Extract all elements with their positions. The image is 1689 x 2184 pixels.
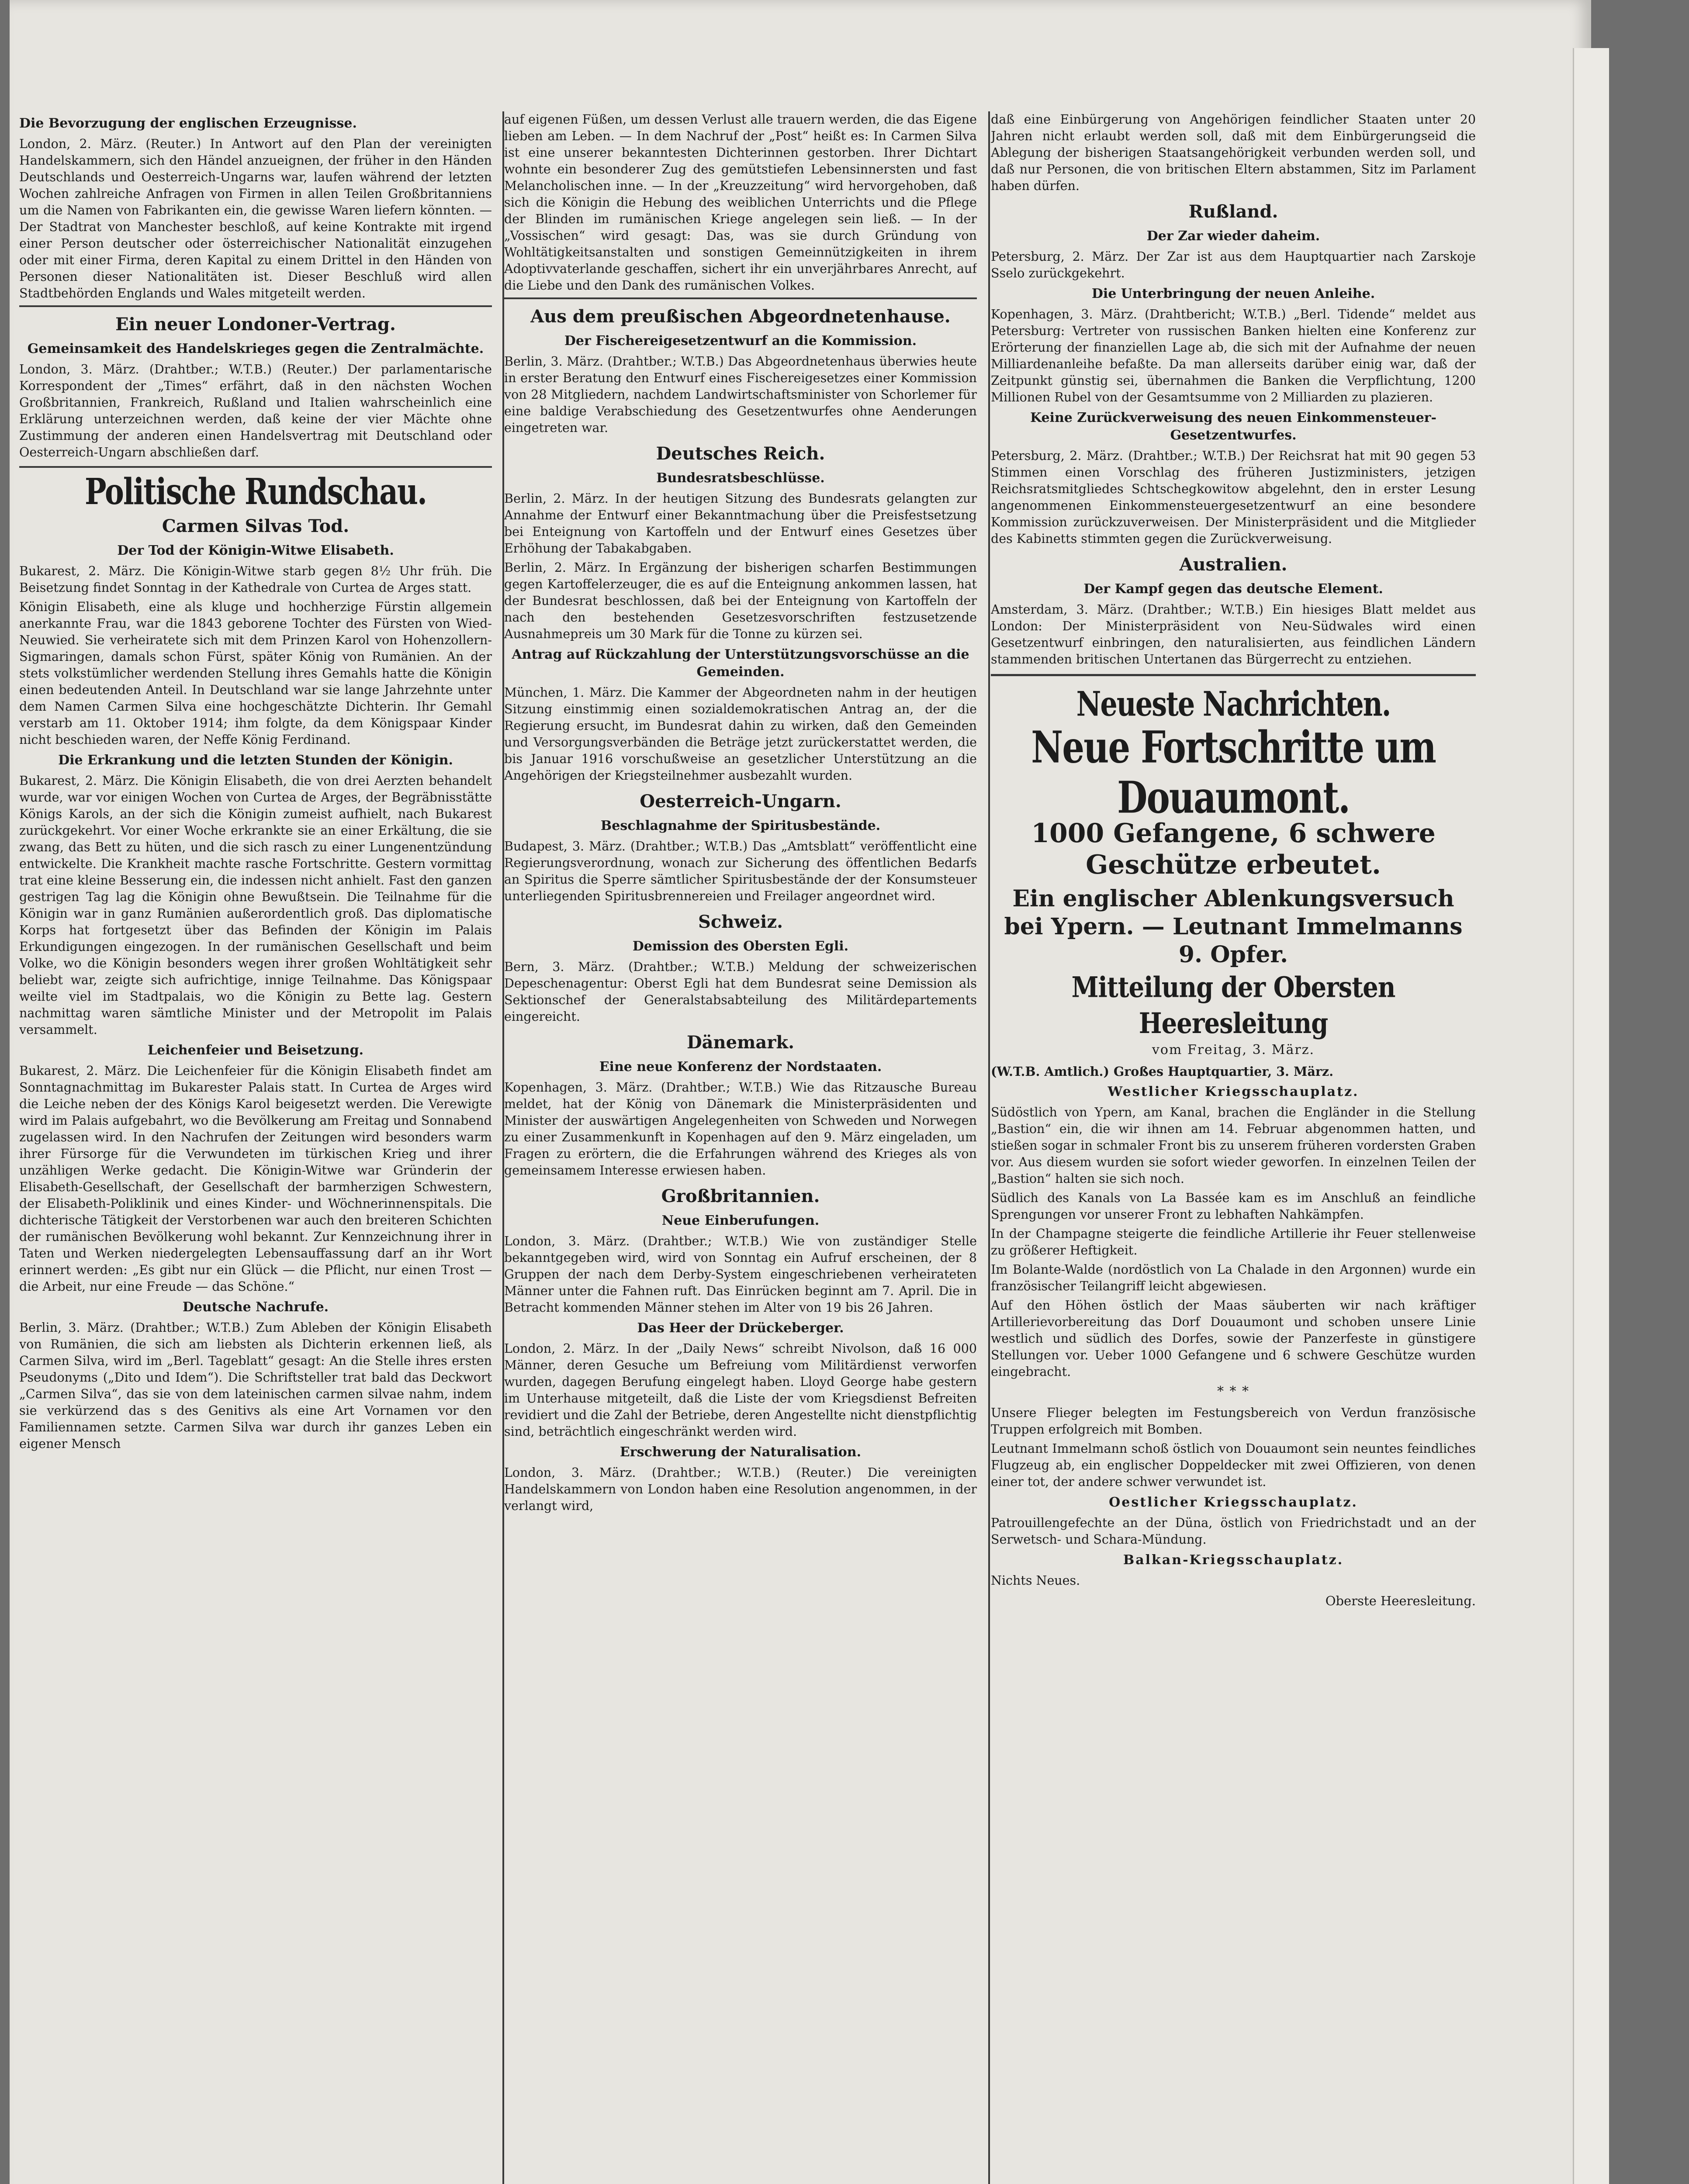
article-paragraph: Bukarest, 2. März. Die Königin-Witwe starb gegen 8½ Uhr früh. Die Beisetzung findet Sonntag in der Kathedrale von Curtea de Arges statt. bbox=[19, 564, 492, 595]
subheadline: Antrag auf Rückzahlung der Unterstützungsvorschüsse an die Gemeinden. bbox=[512, 647, 969, 680]
subheadline: Balkan-Kriegsschauplatz. bbox=[1123, 1552, 1344, 1568]
subheadline: Der Kampf gegen das deutsche Element. bbox=[1083, 581, 1383, 597]
article-paragraph: Berlin, 3. März. (Drahtber.; W.T.B.) Das Abgeordnetenhaus überwies heute in erster Beratung den Entwurf eines Fischereigesetzes einer Kommission von 28 Mitgliedern, nachdem Landwirtschaftsminister von Schorlemer für eine baldige Verabschiedung des Gesetzentwurfes ohne Aenderungen eingetreten war. bbox=[504, 354, 977, 435]
section-rule bbox=[991, 674, 1476, 676]
column-3 bbox=[991, 111, 1476, 2184]
subheadline: Deutsche Nachrufe. bbox=[182, 1299, 329, 1315]
subheadline: Die Erkrankung und die letzten Stunden der Königin. bbox=[58, 753, 453, 768]
article-paragraph: Petersburg, 2. März. (Drahtber.; W.T.B.) Der Reichsrat hat mit 90 gegen 53 Stimmen einen Vorschlag des früheren Justizministers, jetzigen Reichsratsmitgliedes Schtschegkowitow abgelehnt, den in erster Lesung angenommenen Einkommensteuergesetzentwurf an eine besondere Kommission zurückzuverweisen. Der Ministerpräsident und die Mitglieder des Kabinetts stimmten gegen die Zurückverweisung. bbox=[991, 449, 1476, 546]
article-paragraph: Amsterdam, 3. März. (Drahtber.; W.T.B.) Ein hiesiges Blatt meldet aus London: Der Ministerpräsident von Neu-Südwales wird einen Gesetzentwurf einbringen, den naturalisierten, aus feindlichen Ländern stammenden britischen Untertanen das Bürgerrecht zu entziehen. bbox=[991, 602, 1476, 667]
article-paragraph: Bukarest, 2. März. Die Leichenfeier für die Königin Elisabeth findet am Sonntagnachmittag im Bukarester Palais statt. In Curtea de Arges wird die Leiche neben der des Königs Karol beigesetzt werden. Die Verewigte wird im Palais aufgebahrt, wo die Bevölkerung am Freitag und Sonnabend zugelassen wird. In den Nachrufen der Zeitungen wird besonders warm ihrer Fürsorge für die Verwundeten im türkischen Krieg und ihrer unzähligen Werke gedacht. Die Königin-Witwe war Gründerin der Elisabeth-Gesellschaft, der Gesellschaft der barmherzigen Schwestern, der Elisabeth-Poliklinik und eines Kinder- und Wöchnerinnenspitals. Die dichterische Tätigkeit der Verstorbenen war auch den breiteren Schichten der rumänischen Bevölkerung wohl bekannt. Zur Kennzeichnung ihrer in Taten und Werken niedergelegten Lebensauffassung darf an ihr Wort erinnert werden: „Es gibt nur ein Glück — die Pflicht, nur einen Trost — die Arbeit, nur eine Freude — das Schöne.“ bbox=[19, 1064, 492, 1294]
article-paragraph: Patrouillengefechte an der Düna, östlich von Friedrichstadt und an der Serwetsch- und Schara-Mündung. bbox=[991, 1516, 1476, 1547]
article-paragraph: Nichts Neues. bbox=[991, 1573, 1080, 1588]
article-paragraph: Im Bolante-Walde (nordöstlich von La Chalade in den Argonnen) wurde ein französischer Teilangriff leicht abgewiesen. bbox=[991, 1262, 1476, 1293]
headline: Großbritannien. bbox=[661, 1186, 820, 1206]
headline: Australien. bbox=[1179, 554, 1288, 575]
page-edge bbox=[1573, 48, 1609, 2184]
article-paragraph: Leutnant Immelmann schoß östlich von Douaumont sein neuntes feindliches Flugzeug ab, ein englischer Doppeldecker mit zwei Offizieren, von denen einer tot, der andere schwer verwundet ist. bbox=[991, 1441, 1476, 1489]
headline: Dänemark. bbox=[686, 1032, 795, 1053]
column-2 bbox=[504, 111, 977, 2184]
article-paragraph: Berlin, 3. März. (Drahtber.; W.T.B.) Zum Ableben der Königin Elisabeth von Rumänien, die sich am liebsten als Dichterin erkennen ließ, als Carmen Silva, wird im „Berl. Tageblatt“ gesagt: An die Stelle ihres ersten Pseudonyms („Dito und Idem“). Die Schriftsteller trat bald das Deckwort „Carmen Silva“, das sie von dem lateinischen carmen silvae nahm, indem sie verkürzend das s des Genitivs als eine Art Vornamen vor den Familiennamen setzte. Carmen Silva war durch ihr ganzes Leben ein eigener Mensch bbox=[19, 1320, 492, 1451]
article-paragraph: Auf den Höhen östlich der Maas säuberten wir nach kräftiger Artillerievorbereitung das Dorf Douaumont und schoben unsere Linie westlich und südlich des Dorfes, sowie der Panzerfeste in günstigere Stellungen vor. Ueber 1000 Gefangene und 6 schwere Geschütze wurden eingebracht. bbox=[991, 1298, 1476, 1379]
article-paragraph: (W.T.B. Amtlich.) Großes Hauptquartier, 3. März. bbox=[991, 1064, 1334, 1079]
section-rule bbox=[504, 297, 977, 299]
headline: Oesterreich-Ungarn. bbox=[640, 791, 841, 812]
article-paragraph: Kopenhagen, 3. März. (Drahtber.; W.T.B.) Wie das Ritzausche Bureau meldet, hat der König von Dänemark die Ministerpräsidenten und Minister der auswärtigen Angelegenheiten von Schweden und Norwegen zu einer Zusammenkunft in Kopenhagen auf den 9. März eingeladen, um Fragen zu erörtern, die die Erfahrungen während des Krieges als von gemeinsamem Interesse erwiesen haben. bbox=[504, 1080, 977, 1178]
headline: Carmen Silvas Tod. bbox=[162, 516, 350, 536]
subheadline: Eine neue Konferenz der Nordstaaten. bbox=[599, 1059, 882, 1075]
headline: Schweiz. bbox=[698, 912, 783, 932]
headline: Deutsches Reich. bbox=[656, 443, 825, 464]
subheadline: Westlicher Kriegsschauplatz. bbox=[1108, 1084, 1359, 1099]
article-paragraph: Budapest, 3. März. (Drahtber.; W.T.B.) Das „Amtsblatt“ veröffentlicht eine Regierungsverordnung, wonach zur Sicherung des öffentlichen Bedarfs an Spiritus die Sperre sämtlicher Spiritusbestände der der Konsumsteuer unterliegenden Spiritusbrennereien und Freilager angeordnet wird. bbox=[504, 839, 977, 903]
article-paragraph: Berlin, 2. März. In der heutigen Sitzung des Bundesrats gelangten zur Annahme der Entwurf einer Bekanntmachung über die Preisfestsetzung bei Enteignung von Kartoffeln und der Entwurf eines Gesetzes über Erhöhung der Tabakabgaben. bbox=[504, 491, 977, 556]
section-title: Neueste Nachrichten. bbox=[1076, 684, 1391, 724]
separator-stars: * * * bbox=[1217, 1384, 1250, 1399]
article-paragraph: Berlin, 2. März. In Ergänzung der bisherigen scharfen Bestimmungen gegen Kartoffelerzeuger, die es auf die Enteignung ankommen lassen, hat der Bundesrat beschlossen, daß bei der Enteignung von Kartoffeln der nach den bestehenden Gesetzesvorschriften festzusetzende Ausnahmepreis um 30 Mark für die Tonne zu kürzen sei. bbox=[504, 560, 977, 641]
subheadline: Neue Einberufungen. bbox=[661, 1213, 820, 1228]
subheadline: Die Unterbringung der neuen Anleihe. bbox=[1091, 286, 1375, 301]
column-rule-2 bbox=[988, 111, 990, 2184]
article-paragraph: Kopenhagen, 3. März. (Drahtbericht; W.T.B.) „Berl. Tidende“ meldet aus Petersburg: Vertreter von russischen Banken hielten eine Konferenz zur Erörterung der finanziellen Lage ab, die sich mit der Aufnahme der neuen Milliardenanleihe befaßte. Da man allerseits darüber einig war, daß der Zeitpunkt günstig sei, übernahmen die Banken die Verpflichtung, 1200 Millionen Rubel von der Gesamtsumme von 2 Milliarden zu plazieren. bbox=[991, 307, 1476, 404]
subheadline: Demission des Obersten Egli. bbox=[632, 939, 849, 954]
subheadline: Keine Zurückverweisung des neuen Einkommensteuer-Gesetzentwurfes. bbox=[1030, 410, 1436, 443]
subheadline: Leichenfeier und Beisetzung. bbox=[147, 1043, 364, 1058]
article-paragraph: Petersburg, 2. März. Der Zar ist aus dem Hauptquartier nach Zarskoje Sselo zurückgekehrt. bbox=[991, 249, 1476, 280]
subheadline: Der Tod der Königin-Witwe Elisabeth. bbox=[117, 543, 394, 558]
article-paragraph: Bukarest, 2. März. Die Königin Elisabeth, die von drei Aerzten behandelt wurde, war vor einigen Wochen von Curtea de Arges, der Begräbnisstätte Königs Karols, an der sich die Königin zumeist aufhielt, nach Bukarest zurückgekehrt. Vor einer Woche erkrankte sie an einer Erkältung, die sie zwang, das Bett zu hüten, und die sich rasch zu einer Lungenentzündung entwickelte. Die Krankheit machte rasche Fortschritte. Gestern vormittag trat eine kleine Besserung ein, die indessen nicht anhielt. Fast den ganzen gestrigen Tag lag die Königin ohne Bewußtsein. Die Teilnahme für die Königin war in ganz Rumänien außerordentlich groß. Das diplomatische Korps hat fortgesetzt über das Befinden der Königin im Palais Erkundigungen eingezogen. In der rumänischen Gesellschaft und beim Volke, wo die Königin besonders wegen ihrer großen Wohltätigkeit sehr beliebt war, zeigte sich aufrichtige, innige Teilnahme. Das Königspaar weilte viel im Stadtpalais, wo die Königin zu Bette lag. Gestern nachmittag waren sämtliche Minister und der Metropolit im Palais versammelt. bbox=[19, 774, 492, 1037]
article-paragraph: Südöstlich von Ypern, am Kanal, brachen die Engländer in die Stellung „Bastion“ ein, die wir ihnen am 14. Februar abgenommen hatten, und stießen sogar in schmaler Front bis zu unserem früheren vordersten Graben vor. Aus diesem wurden sie sofort wieder geworfen. In einzelnen Teilen der „Bastion“ halten sie sich noch. bbox=[991, 1105, 1476, 1186]
section-title: Politische Rundschau. bbox=[85, 470, 426, 513]
headline: Aus dem preußischen Abgeordnetenhause. bbox=[530, 306, 951, 327]
dateline: vom Freitag, 3. März. bbox=[1152, 1042, 1315, 1057]
article-paragraph: München, 1. März. Die Kammer der Abgeordneten nahm in der heutigen Sitzung einstimmig einen sozialdemokratischen Antrag an, der die Regierung ersucht, im Bundesrat dahin zu wirken, daß den Gemeinden und Versorgungsverbänden die Beträge jetzt zurückerstattet werden, die bis Januar 1916 vorschußweise an gesetzlicher Unterstützung an die Angehörigen der Kriegsteilnehmer ausbezahlt wurden. bbox=[504, 685, 977, 783]
article-paragraph: Bern, 3. März. (Drahtber.; W.T.B.) Meldung der schweizerischen Depeschenagentur: Oberst Egli hat dem Bundesrat seine Demission als Sektionschef der Generalstabsabteilung des Militärdepartements eingereicht. bbox=[504, 960, 977, 1024]
article-paragraph: London, 3. März. (Drahtber.; W.T.B.) (Reuter.) Der parlamentarische Korrespondent der „Times“ erfährt, daß in den nächsten Wochen Großbritannien, Frankreich, Rußland und Italien wahrscheinlich eine Erklärung unterzeichnen werden, daß keine der vier Mächte ohne Zustimmung der anderen einen Handelsvertrag mit Deutschland oder Oesterreich-Ungarn abschließen darf. bbox=[19, 362, 492, 460]
section-rule bbox=[19, 305, 492, 307]
headline: 1000 Gefangene, 6 schwere Geschütze erbeutet. bbox=[1031, 818, 1436, 880]
subheadline: Oestlicher Kriegsschauplatz. bbox=[1109, 1495, 1358, 1510]
signature: Oberste Heeresleitung. bbox=[1325, 1593, 1476, 1608]
article-paragraph: Südlich des Kanals von La Bassée kam es im Anschluß an feindliche Sprengungen vor unserer Front zu lebhaften Nahkämpfen. bbox=[991, 1191, 1476, 1222]
subheadline: Das Heer der Drückeberger. bbox=[637, 1320, 844, 1336]
subheadline: Der Fischereigesetzentwurf an die Kommission. bbox=[564, 333, 917, 349]
subheadline: Bundesratsbeschlüsse. bbox=[656, 470, 825, 486]
article-paragraph: auf eigenen Füßen, um dessen Verlust alle trauern werden, die das Eigene lieben am Leben. — In dem Nachruf der „Post“ heißt es: In Carmen Silva ist eine unserer bekanntesten Dichterinnen gestorben. Ihrer Dichtart wohnte ein besonderer Zug des gemütstiefen Lebensinnersten und fast Melancholischen inne. — In der „Kreuzzeitung“ wird hervorgehoben, daß sich die Königin die Hebung des weiblichen Unterrichts und die Pflege der Blinden im rumänischen Kriege angelegen sein ließ. — In der „Vossischen“ wird gesagt: Das, was sie durch Gründung von Wohltätigkeitsanstalten und sonstigen Gemeinnützigkeiten in ihrem Adoptivvaterlande geschaffen, sichert ihr ein unverjährbares Anrecht, auf die Liebe und den Dank des rumänischen Volkes. bbox=[504, 112, 977, 293]
subheadline: Gemeinsamkeit des Handelskrieges gegen die Zentralmächte. bbox=[27, 341, 484, 356]
article-paragraph: Unsere Flieger belegten im Festungsbereich von Verdun französische Truppen erfolgreich mit Bomben. bbox=[991, 1406, 1476, 1437]
article-paragraph: London, 2. März. In der „Daily News“ schreibt Nivolson, daß 16 000 Männer, deren Gesuche um Befreiung vom Militärdienst verworfen wurden, dagegen Berufung eingelegt haben. Lloyd George habe gestern im Unterhause mitgeteilt, daß die Liste der vom Kriegsdienst Befreiten revidiert und die Zahl der Betriebe, deren Angestellte nicht dienstpflichtig sind, beträchtlich eingeschränkt werden wird. bbox=[504, 1341, 977, 1439]
article-paragraph: London, 2. März. (Reuter.) In Antwort auf den Plan der vereinigten Handelskammern, sich den Händel anzueignen, der früher in den Händen Deutschlands und Oesterreich-Ungarns war, laufen während der letzten Wochen zahlreiche Anfragen von Firmen in allen Teilen Großbritanniens um die Namen von Fabrikanten ein, die gewisse Waren liefern könnten. — Der Stadtrat von Manchester beschloß, auf keine Kontrakte mit irgend einer Person deutscher oder österreichischer Nationalität einzugehen oder mit einer Firma, deren Kapital zu einem Drittel in den Händen von Personen dieser Nationalitäten ist. Dieser Beschluß wird allen Stadtbehörden Englands und Wales mitgeteilt werden. bbox=[19, 137, 492, 301]
article-paragraph: daß eine Einbürgerung von Angehörigen feindlicher Staaten unter 20 Jahren nicht erlaubt werden soll, daß mit dem Einbürgerungseid die Ablegung der bisherigen Staatsangehörigkeit verbunden werden soll, und daß nur Personen, die von britischen Eltern abstammen, Sitz im Parlament haben dürfen. bbox=[991, 112, 1476, 193]
headline: Mitteilung der Obersten Heeresleitung bbox=[1071, 971, 1395, 1040]
headline: Ein englischer Ablenkungsversuch bei Ypern. — Leutnant Immelmanns 9. Opfer. bbox=[1004, 885, 1463, 968]
headline: Rußland. bbox=[1188, 201, 1278, 222]
subheadline: Beschlagnahme der Spiritusbestände. bbox=[600, 818, 881, 833]
column-1 bbox=[19, 111, 492, 2184]
section-rule bbox=[19, 466, 492, 468]
subheadline: Der Zar wieder daheim. bbox=[1146, 228, 1320, 244]
article-paragraph: Königin Elisabeth, eine als kluge und hochherzige Fürstin allgemein anerkannte Frau, war die 1843 geborene Tochter des Fürsten von Wied-Neuwied. Sie verheiratete sich mit dem Prinzen Karol von Hohenzollern-Sigmaringen, damals schon Fürst, später König von Rumänien. An der stets volkstümlicher werdenden Stellung ihres Gemahls hatte die Königin einen bedeutenden Anteil. In Deutschland war sie lange Jahrzehnte unter dem Namen Carmen Silva eine hochgeschätzte Dichterin. Ihr Gemahl verstarb am 11. Oktober 1914; ihm folgte, da dem Königspaar Kinder nicht beschieden waren, der Neffe König Ferdinand. bbox=[19, 600, 492, 747]
headline: Ein neuer Londoner-Vertrag. bbox=[115, 314, 396, 335]
article-paragraph: In der Champagne steigerte die feindliche Artillerie ihr Feuer stellenweise zu größerer Heftigkeit. bbox=[991, 1227, 1476, 1258]
article-paragraph: London, 3. März. (Drahtber.; W.T.B.) (Reuter.) Die vereinigten Handelskammern von London haben eine Resolution angenommen, in der verlangt wird, bbox=[504, 1465, 977, 1513]
headline: Die Bevorzugung der englischen Erzeugnisse. bbox=[19, 116, 357, 131]
main-headline: Neue Fortschritte um Douaumont. bbox=[1031, 721, 1436, 823]
article-paragraph: London, 3. März. (Drahtber.; W.T.B.) Wie von zuständiger Stelle bekanntgegeben wird, wird von Sonntag ein Aufruf erscheinen, der 8 Gruppen der nach dem Derby-System eingeschriebenen verheirateten Männer unter die Fahnen ruft. Das Einrücken beginnt am 7. April. Die in Betracht kommenden Männer stehen im Alter von 19 bis 26 Jahren. bbox=[504, 1234, 977, 1315]
subheadline: Erschwerung der Naturalisation. bbox=[620, 1444, 862, 1460]
